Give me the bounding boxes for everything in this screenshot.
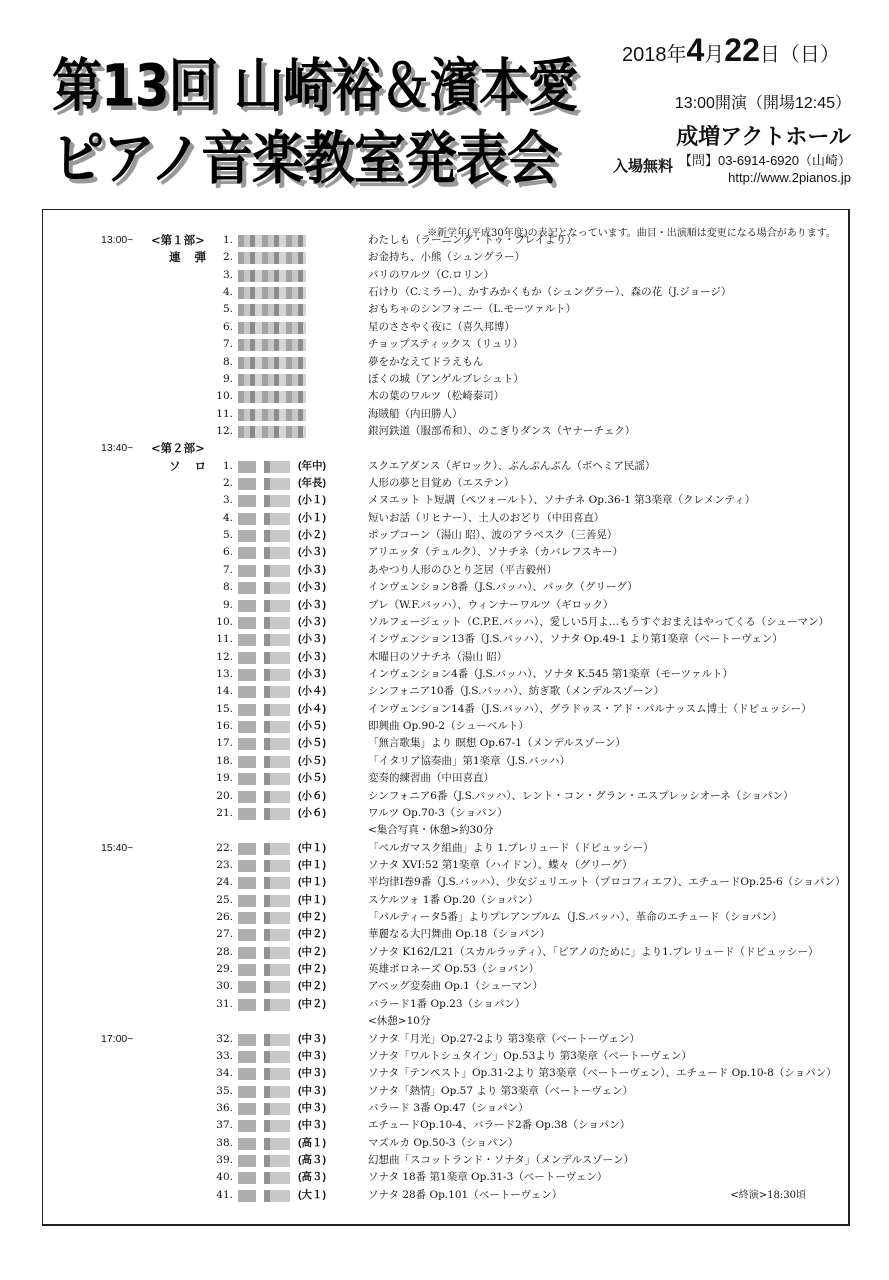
grade-label: (大１)	[298, 1188, 326, 1201]
piece-title: マズルカ Op.50-3（ショパン）	[368, 1136, 519, 1149]
piece-title: おもちゃのシンフォニー（L.モーツァルト）	[368, 303, 577, 316]
program-row	[43, 1187, 848, 1204]
grade-label: (小３)	[298, 667, 326, 680]
piece-title: メヌエット ト短調（ペツォールト）、ソナチネ Op.36-1 第3楽章（クレメンティ）	[368, 494, 756, 507]
program-row	[43, 944, 848, 961]
time-label: 15:40~	[101, 841, 134, 854]
performer-name-redacted	[238, 391, 306, 403]
piece-title: ソナタ XVI:52 第1楽章（ハイドン）、蝶々（グリーグ）	[368, 858, 633, 871]
program-row	[43, 735, 848, 752]
grade-label: (小３)	[298, 563, 326, 576]
grade-label: (中３)	[298, 1049, 326, 1062]
grade-label: (小３)	[298, 546, 326, 559]
program-row	[43, 788, 848, 805]
piece-title: バラード 3番 Op.47（ショパン）	[368, 1101, 529, 1114]
row-number: 22.	[216, 841, 233, 854]
program-row	[43, 1100, 848, 1117]
performer-name-redacted	[238, 929, 290, 941]
program-row	[43, 770, 848, 787]
grade-label: (高３)	[298, 1154, 326, 1167]
piece-title: エチュードOp.10-4、バラード2番 Op.38（ショパン）	[368, 1119, 631, 1132]
piece-title: シンフォニア10番（J.S.バッハ）、紡ぎ歌（メンデルスゾーン）	[368, 685, 665, 698]
row-number: 12.	[216, 424, 233, 437]
program-row	[43, 631, 848, 648]
grade-label: (小５)	[298, 772, 326, 785]
piece-title: 銀河鉄道（服部希和）、のこぎりダンス（ヤナーチェク）	[368, 424, 636, 437]
program-list	[43, 232, 848, 1204]
row-number: 9.	[222, 598, 233, 611]
piece-title: インヴェンション4番（J.S.バッハ）、ソナタ K.545 第1楽章（モーツァルト）	[368, 667, 734, 680]
row-number: 19.	[216, 772, 233, 785]
performer-name-redacted	[238, 791, 290, 803]
program-row	[43, 510, 848, 527]
row-number: 29.	[216, 963, 233, 976]
program-row	[43, 926, 848, 943]
grade-label: (小５)	[298, 720, 326, 733]
piece-title: 夢をかなえてドラえもん	[368, 355, 484, 368]
row-number: 3.	[222, 494, 233, 507]
title-line-2: ピアノ音楽教室発表会	[52, 126, 558, 193]
piece-title: お金持ち、小熊（シュングラー）	[368, 251, 526, 264]
performer-name-redacted	[238, 339, 306, 351]
program-row	[43, 909, 848, 926]
performer-name-redacted	[238, 981, 290, 993]
piece-title: 木曜日のソナチネ（湯山 昭）	[368, 650, 508, 663]
row-number: 23.	[216, 858, 233, 871]
performer-name-redacted	[238, 634, 290, 646]
program-row	[43, 718, 848, 735]
date-month-unit: 月	[704, 44, 725, 66]
program-row	[43, 1048, 848, 1065]
program-row	[43, 562, 848, 579]
end-time: <終演>18:30頃	[730, 1189, 806, 1201]
program-row	[43, 892, 848, 909]
row-number: 32.	[216, 1032, 233, 1045]
program-box	[42, 209, 850, 1226]
grade-label: (小３)	[298, 650, 326, 663]
row-number: 16.	[216, 720, 233, 733]
row-number: 38.	[216, 1136, 233, 1149]
grade-label: (小５)	[298, 754, 326, 767]
piece-title: 即興曲 Op.90-2（シューベルト）	[368, 720, 529, 733]
grade-label: (中３)	[298, 1084, 326, 1097]
piece-title: パリのワルツ（C.ロリン）	[368, 268, 495, 281]
performer-name-redacted	[238, 877, 290, 889]
row-number: 2.	[222, 477, 233, 490]
grade-label: (中３)	[298, 1032, 326, 1045]
performer-name-redacted	[238, 652, 290, 664]
program-row	[43, 978, 848, 995]
performer-name-redacted	[238, 1155, 290, 1167]
row-number: 8.	[222, 355, 233, 368]
piece-title: 「パルティータ5番」よりプレアンブルム（J.S.バッハ）、革命のエチュード（ショパン）	[368, 911, 783, 924]
program-row	[43, 336, 848, 353]
performer-name-redacted	[238, 1172, 290, 1184]
program-row	[43, 1083, 848, 1100]
piece-title: 平均律I巻9番（J.S.バッハ）、少女ジュリエット（プロコフィエフ）、エチュードOp.25-6（ショパン）	[368, 876, 846, 889]
performer-name-redacted	[238, 1190, 290, 1202]
performer-name-redacted	[238, 756, 290, 768]
grade-label: (中３)	[298, 1119, 326, 1132]
performer-name-redacted	[238, 808, 290, 820]
row-number: 14.	[216, 685, 233, 698]
piece-title: チョップスティックス（リュリ）	[368, 338, 524, 351]
program-row	[43, 423, 848, 440]
piece-title: 変奏的練習曲（中田喜直）	[368, 772, 494, 785]
row-number: 9.	[222, 372, 233, 385]
grade-label: (中１)	[298, 876, 326, 889]
grade-label: (中２)	[298, 928, 326, 941]
website-url: http://www.2pianos.jp	[728, 170, 851, 185]
grade-label: (高３)	[298, 1171, 326, 1184]
program-row	[43, 701, 848, 718]
program-row	[43, 1117, 848, 1134]
program-row	[43, 284, 848, 301]
performer-name-redacted	[238, 582, 290, 594]
program-row	[43, 1013, 848, 1030]
program-row	[43, 649, 848, 666]
program-row	[43, 1031, 848, 1048]
program-row	[43, 805, 848, 822]
piece-title: 石けり（C.ミラー）、かすみかくもか（シュングラー）、森の花（J.ジョージ）	[368, 286, 732, 299]
grade-label: (中２)	[298, 911, 326, 924]
program-row	[43, 614, 848, 631]
piece-title: アリエッタ（テュルク）、ソナチネ（カバレフスキー）	[368, 546, 624, 559]
program-note: ※新学年(平成30年度)の表記となっています。曲目・出演順は変更になる場合があります。	[427, 228, 836, 239]
section-sub-label: 連弾	[169, 250, 220, 265]
program-row	[43, 527, 848, 544]
row-number: 4.	[222, 286, 233, 299]
grade-label: (小２)	[298, 529, 326, 542]
row-number: 7.	[222, 338, 233, 351]
row-number: 10.	[216, 615, 233, 628]
row-number: 40.	[216, 1171, 233, 1184]
performer-name-redacted	[238, 270, 306, 282]
row-number: 6.	[222, 320, 233, 333]
piece-title: ワルツ Op.70-3（ショパン）	[368, 806, 508, 819]
row-number: 37.	[216, 1119, 233, 1132]
open-time: 13:00開演（開場12:45）	[674, 95, 851, 112]
performer-name-redacted	[238, 1068, 290, 1080]
admission: 入場無料	[613, 157, 674, 175]
program-row	[43, 249, 848, 266]
performer-name-redacted	[238, 1120, 290, 1132]
performer-name-redacted	[238, 600, 290, 612]
grade-label: (小５)	[298, 737, 326, 750]
piece-title: 短いお話（リヒナー）、土人のおどり（中田喜直）	[368, 511, 605, 524]
piece-title: ソナタ 28番 Op.101（ベートーヴェン）	[368, 1188, 563, 1201]
piece-title: ソルフェージェット（C.P.E.バッハ）、愛しい5月よ…もうすぐおまえはやってくる（シューマン）	[368, 615, 830, 628]
grade-label: (年中)	[298, 459, 326, 472]
row-number: 24.	[216, 876, 233, 889]
performer-name-redacted	[238, 843, 290, 855]
program-row	[43, 996, 848, 1013]
performer-name-redacted	[238, 738, 290, 750]
date-year: 2018年	[622, 44, 687, 66]
program-row	[43, 440, 848, 457]
performer-name-redacted	[238, 235, 306, 247]
venue: 成増アクトホール	[676, 124, 851, 150]
row-number: 21.	[216, 806, 233, 819]
row-number: 4.	[222, 511, 233, 524]
row-number: 18.	[216, 754, 233, 767]
row-number: 2.	[222, 251, 233, 264]
program-row	[43, 267, 848, 284]
performer-name-redacted	[238, 721, 290, 733]
piece-title: インヴェンション14番（J.S.バッハ）、グラドゥス・アド・パルナッスム博士（ドビュッシー）	[368, 702, 812, 715]
piece-title: ソナタ「ワルトシュタイン」Op.53より 第3楽章（ベートーヴェン）	[368, 1049, 692, 1062]
program-row	[43, 1065, 848, 1082]
program-row	[43, 666, 848, 683]
row-number: 30.	[216, 980, 233, 993]
grade-label: (小４)	[298, 702, 326, 715]
row-number: 20.	[216, 789, 233, 802]
piece-title: インヴェンション8番（J.S.バッハ）、パック（グリーグ）	[368, 581, 638, 594]
performer-name-redacted	[238, 547, 290, 559]
piece-title: アベッグ変奏曲 Op.1（シューマン）	[368, 980, 544, 993]
date-day: 22	[724, 32, 760, 68]
program-row	[43, 857, 848, 874]
program-row	[43, 388, 848, 405]
piece-title: 華麗なる大円舞曲 Op.18（ショパン）	[368, 928, 551, 941]
performer-name-redacted	[238, 1138, 290, 1150]
row-number: 6.	[222, 546, 233, 559]
grade-label: (中３)	[298, 1101, 326, 1114]
performer-name-redacted	[238, 773, 290, 785]
grade-label: (小３)	[298, 615, 326, 628]
performer-name-redacted	[238, 999, 290, 1011]
row-number: 34.	[216, 1067, 233, 1080]
piece-title: 「イタリア協奏曲」第1楽章（J.S.バッハ）	[368, 754, 571, 767]
performer-name-redacted	[238, 495, 290, 507]
contact: 【問】03-6914-6920（山崎）	[679, 153, 851, 168]
row-number: 41.	[216, 1188, 233, 1201]
grade-label: (小３)	[298, 581, 326, 594]
piece-title: わたしも（ラーニング・トゥ・プレイより）	[368, 234, 577, 246]
grade-label: (小６)	[298, 789, 326, 802]
performer-name-redacted	[238, 704, 290, 716]
grade-label: (小１)	[298, 494, 326, 507]
program-row	[43, 874, 848, 891]
grade-label: (中２)	[298, 980, 326, 993]
program-row	[43, 961, 848, 978]
date-month: 4	[686, 32, 705, 68]
section-label: <第１部>	[151, 233, 205, 247]
piece-title: ソナタ 18番 第1楽章 Op.31-3（ベートーヴェン）	[368, 1171, 608, 1184]
row-number: 7.	[222, 563, 233, 576]
program-row	[43, 406, 848, 423]
program-row	[43, 822, 848, 839]
performer-name-redacted	[238, 912, 290, 924]
row-number: 15.	[216, 702, 233, 715]
program-row	[43, 458, 848, 475]
grade-label: (小１)	[298, 511, 326, 524]
piece-title: ソナタ K162/L21（スカルラッティ）、「ピアノのために」より1.プレリュード（ドビュッシー）	[368, 945, 819, 958]
row-number: 35.	[216, 1084, 233, 1097]
performer-name-redacted	[238, 947, 290, 959]
performer-name-redacted	[238, 964, 290, 976]
performer-name-redacted	[238, 426, 306, 438]
piece-title: 「無言歌集」より 瞑想 Op.67-1（メンデルスゾーン）	[368, 737, 626, 750]
row-number: 1.	[222, 234, 233, 246]
program-row	[43, 475, 848, 492]
break-label: <休憩>10分	[368, 1015, 431, 1028]
piece-title: ソナタ「熱情」Op.57 より 第3楽章（ベートーヴェン）	[368, 1084, 633, 1097]
piece-title: ポップコーン（湯山 昭）、波のアラベスク（三善晃）	[368, 529, 618, 542]
row-number: 12.	[216, 650, 233, 663]
piece-title: 海賊船（内田勝人）	[368, 407, 463, 420]
grade-label: (小３)	[298, 598, 326, 611]
program-row	[43, 1152, 848, 1169]
grade-label: (中２)	[298, 997, 326, 1010]
row-number: 31.	[216, 997, 233, 1010]
row-number: 39.	[216, 1154, 233, 1167]
program-row	[43, 232, 848, 249]
program-row	[43, 354, 848, 371]
grade-label: (年長)	[298, 477, 326, 490]
program-row	[43, 301, 848, 318]
piece-title: スクエアダンス（ギロック）、ぶんぶんぶん（ボヘミア民謡）	[368, 459, 656, 472]
date-day-unit: 日	[759, 44, 780, 66]
performer-name-redacted	[238, 617, 290, 629]
time-label: 17:00~	[101, 1032, 134, 1045]
row-number: 3.	[222, 268, 233, 281]
row-number: 1.	[222, 459, 233, 472]
program-row	[43, 1135, 848, 1152]
section-sub-label: ソロ	[169, 458, 220, 473]
row-number: 17.	[216, 737, 233, 750]
performer-name-redacted	[238, 1051, 290, 1063]
performer-name-redacted	[238, 357, 306, 369]
performer-name-redacted	[238, 252, 306, 264]
performer-name-redacted	[238, 530, 290, 542]
program-row	[43, 579, 848, 596]
event-date	[622, 32, 840, 69]
piece-title: 「ベルガマスク組曲」より 1.プレリュード（ドビュッシー）	[368, 841, 654, 854]
grade-label: (小６)	[298, 806, 326, 819]
row-number: 13.	[216, 667, 233, 680]
date-weekday: （日）	[779, 44, 840, 66]
piece-title: 木の葉のワルツ（松崎泰司）	[368, 390, 505, 403]
time-label: 13:00~	[101, 234, 134, 246]
piece-title: あやつり人形のひとり芝居（平吉毅州）	[368, 563, 557, 576]
performer-name-redacted	[238, 304, 306, 316]
piece-title: 幻想曲「スコットランド・ソナタ」（メンデルスゾーン）	[368, 1154, 634, 1167]
break-label: <集合写真・休憩>約30分	[368, 824, 494, 837]
program-row	[43, 319, 848, 336]
row-number: 33.	[216, 1049, 233, 1062]
grade-label: (小４)	[298, 685, 326, 698]
row-number: 25.	[216, 893, 233, 906]
performer-name-redacted	[238, 669, 290, 681]
piece-title: 星のささやく夜に（喜久邦博）	[368, 320, 515, 333]
program-row	[43, 597, 848, 614]
program-row	[43, 544, 848, 561]
grade-label: (中２)	[298, 963, 326, 976]
program-row	[43, 840, 848, 857]
piece-title: 英雄ポロネーズ Op.53（ショパン）	[368, 963, 540, 976]
piece-title: ソナタ「テンペスト」Op.31-2より 第3楽章（ベートーヴェン）、エチュード Op.10-8（ショパン）	[368, 1067, 837, 1080]
performer-name-redacted	[238, 1034, 290, 1046]
time-label: 13:40~	[101, 442, 134, 455]
title-line-1: 第13回 山崎裕＆濱本愛	[52, 52, 577, 120]
performer-name-redacted	[238, 461, 290, 473]
piece-title: ソナタ「月光」Op.27-2より 第3楽章（ベートーヴェン）	[368, 1032, 640, 1045]
performer-name-redacted	[238, 860, 290, 872]
performer-name-redacted	[238, 1103, 290, 1115]
performer-name-redacted	[238, 287, 306, 299]
performer-name-redacted	[238, 1086, 290, 1098]
grade-label: (中１)	[298, 858, 326, 871]
grade-label: (中１)	[298, 841, 326, 854]
row-number: 27.	[216, 928, 233, 941]
performer-name-redacted	[238, 374, 306, 386]
program-row	[43, 1169, 848, 1186]
row-number: 26.	[216, 911, 233, 924]
piece-title: ブレ（W.F.バッハ）、ウィンナーワルツ（ギロック）	[368, 598, 614, 611]
piece-title: 人形の夢と目覚め（エステン）	[368, 477, 515, 490]
performer-name-redacted	[238, 322, 306, 334]
row-number: 28.	[216, 945, 233, 958]
performer-name-redacted	[238, 686, 290, 698]
grade-label: (中２)	[298, 945, 326, 958]
performer-name-redacted	[238, 565, 290, 577]
program-row	[43, 371, 848, 388]
program-row	[43, 753, 848, 770]
row-number: 10.	[216, 390, 233, 403]
row-number: 11.	[216, 633, 233, 646]
performer-name-redacted	[238, 409, 306, 421]
piece-title: シンフォニア6番（J.S.バッハ）、レント・コン・グラン・エスプレッシオーネ（ショパン）	[368, 789, 794, 802]
piece-title: スケルツォ 1番 Op.20（ショパン）	[368, 893, 539, 906]
program-row	[43, 492, 848, 509]
piece-title: ぼくの城（アンゲルブレシュト）	[368, 372, 524, 385]
performer-name-redacted	[238, 513, 290, 525]
grade-label: (中３)	[298, 1067, 326, 1080]
piece-title: インヴェンション13番（J.S.バッハ）、ソナタ Op.49-1 より第1楽章（ベートーヴェン）	[368, 633, 783, 646]
grade-label: (高１)	[298, 1136, 326, 1149]
section-label: <第２部>	[151, 441, 205, 456]
row-number: 11.	[216, 407, 233, 420]
grade-label: (中１)	[298, 893, 326, 906]
program-row	[43, 683, 848, 700]
performer-name-redacted	[238, 478, 290, 490]
performer-name-redacted	[238, 895, 290, 907]
row-number: 5.	[222, 529, 233, 542]
row-number: 36.	[216, 1101, 233, 1114]
row-number: 8.	[222, 581, 233, 594]
grade-label: (小３)	[298, 633, 326, 646]
row-number: 5.	[222, 303, 233, 316]
piece-title: バラード1番 Op.23（ショパン）	[368, 997, 526, 1010]
